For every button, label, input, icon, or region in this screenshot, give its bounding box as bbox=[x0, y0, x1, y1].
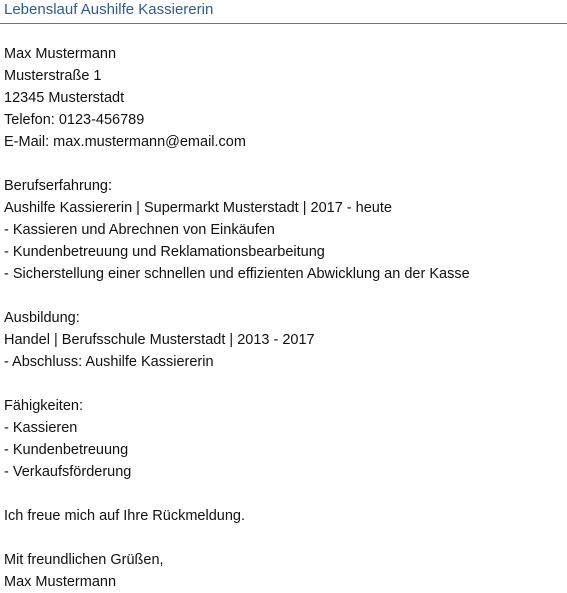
contact-name: Max Mustermann bbox=[4, 46, 117, 62]
title-divider bbox=[0, 23, 567, 24]
spacer bbox=[4, 373, 470, 395]
spacer bbox=[4, 153, 470, 175]
experience-item: - Kundenbetreuung und Reklamationsbearbeitung bbox=[4, 244, 325, 260]
closing-signature: Max Mustermann bbox=[4, 574, 117, 590]
education-item: - Abschluss: Aushilfe Kassiererin bbox=[4, 354, 214, 370]
contact-block bbox=[4, 43, 470, 153]
closing-note: Ich freue mich auf Ihre Rückmeldung. bbox=[4, 508, 245, 524]
experience-heading: Berufserfahrung: bbox=[4, 178, 113, 194]
contact-city: 12345 Musterstadt bbox=[4, 90, 125, 106]
skills-heading: Fähigkeiten: bbox=[4, 398, 83, 414]
skill-item: - Verkaufsförderung bbox=[4, 464, 132, 480]
experience-position: Aushilfe Kassiererin | Supermarkt Musterstadt | 2017 - heute bbox=[4, 200, 392, 216]
education-entry: Handel | Berufsschule Musterstadt | 2013 - 2017 bbox=[4, 332, 315, 348]
experience-item: - Kassieren und Abrechnen von Einkäufen bbox=[4, 222, 275, 238]
spacer bbox=[4, 527, 470, 549]
contact-email: E-Mail: max.mustermann@email.com bbox=[4, 134, 246, 150]
skills-section bbox=[4, 395, 470, 483]
document-body bbox=[4, 43, 470, 593]
education-section bbox=[4, 307, 470, 373]
closing-greeting: Mit freundlichen Grüßen, bbox=[4, 552, 164, 568]
skill-item: - Kundenbetreuung bbox=[4, 442, 129, 458]
contact-street: Musterstraße 1 bbox=[4, 68, 102, 84]
education-heading: Ausbildung: bbox=[4, 310, 80, 326]
contact-phone: Telefon: 0123-456789 bbox=[4, 112, 145, 128]
skill-item: - Kassieren bbox=[4, 420, 78, 436]
spacer bbox=[4, 483, 470, 505]
closing-section bbox=[4, 505, 470, 593]
document-title: Lebenslauf Aushilfe Kassiererin bbox=[4, 1, 214, 18]
experience-item: - Sicherstellung einer schnellen und effizienten Abwicklung an der Kasse bbox=[4, 266, 470, 282]
spacer bbox=[4, 285, 470, 307]
experience-section bbox=[4, 175, 470, 285]
